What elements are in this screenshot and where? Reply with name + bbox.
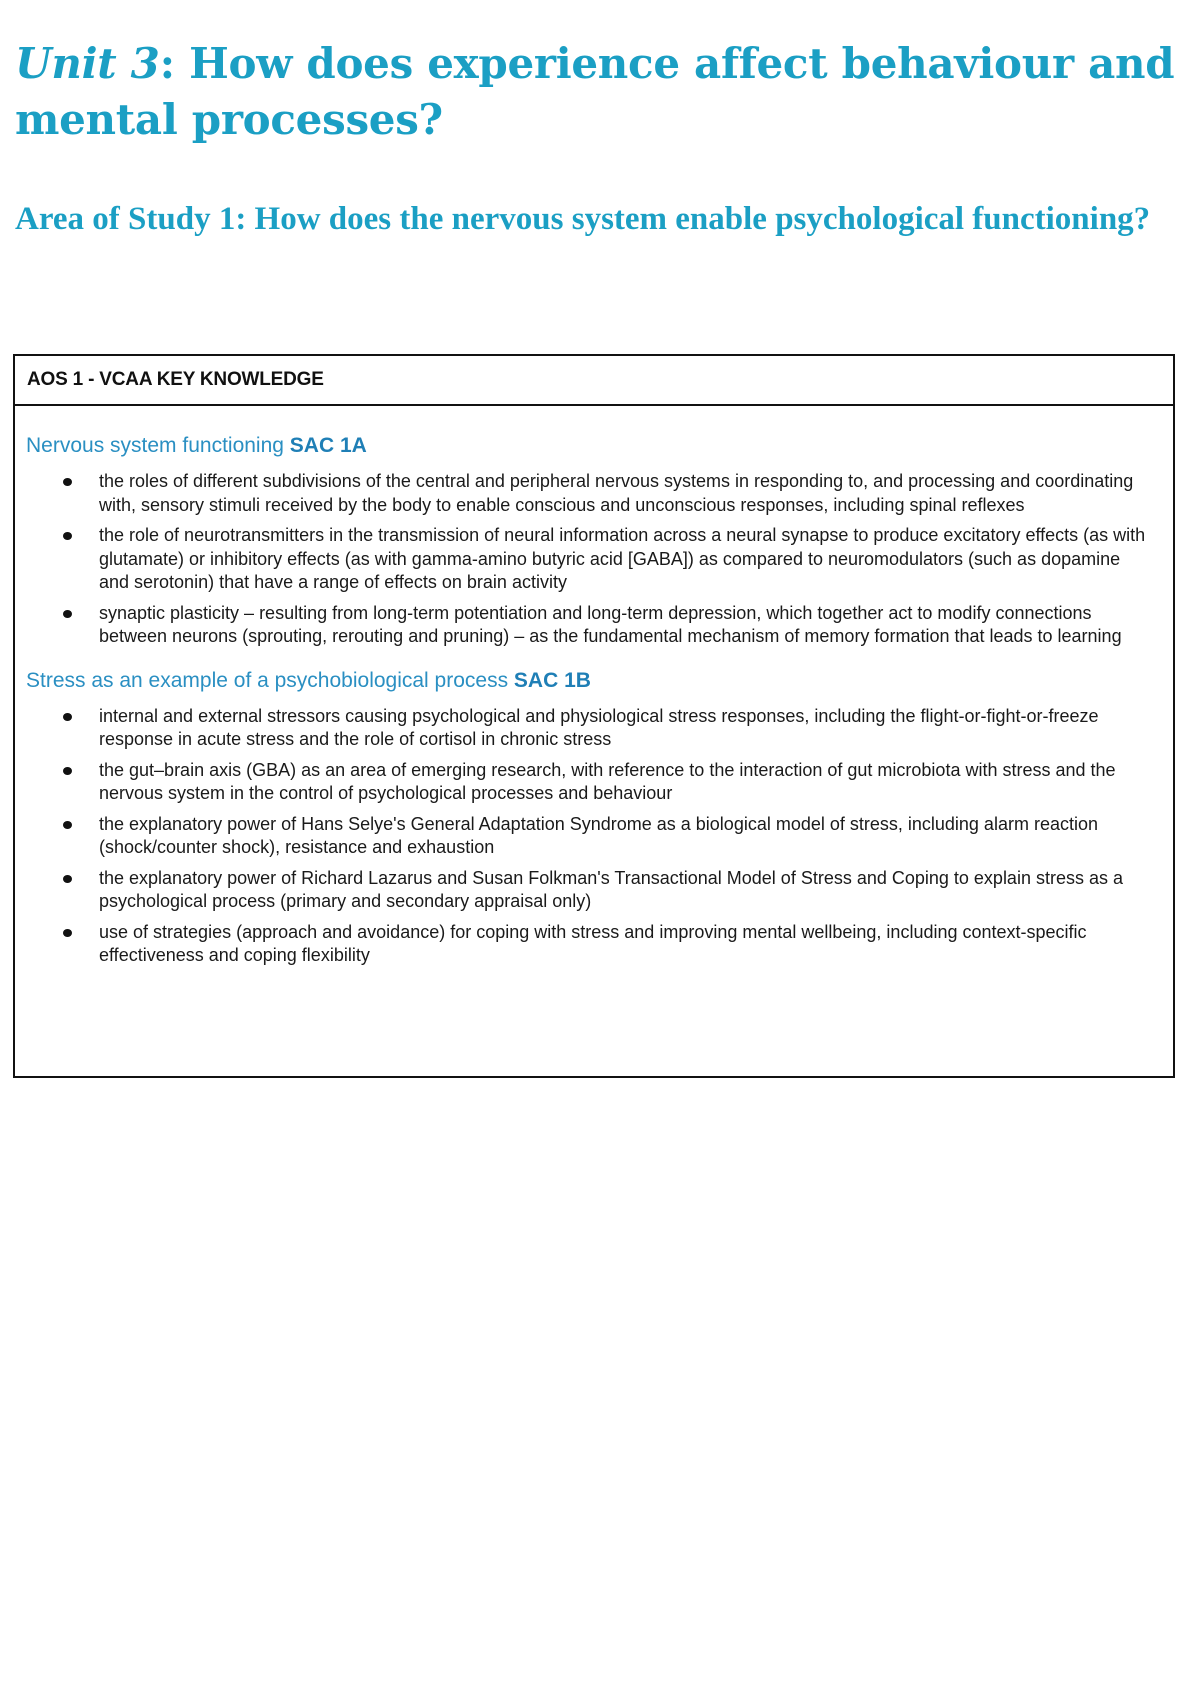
list-item-text: the explanatory power of Hans Selye's General Adaptation Syndrome as a biological model of stress, including alarm reaction (shock/counter shock), resistance and exhaustion [99,813,1098,857]
list-item [26,470,1161,517]
section-heading-nervous-system [26,432,1161,460]
list-item [26,524,1161,595]
unit-label: Unit 3 [15,39,160,88]
key-knowledge-list-stress [26,705,1161,968]
bullet-icon [63,478,72,486]
bullet-icon [63,767,72,775]
area-of-study-title: Area of Study 1: How does the nervous system enable psychological functioning? [15,201,1151,237]
bullet-icon [63,610,72,618]
list-item [26,921,1161,968]
bullet-icon [63,929,72,937]
sac-label: SAC 1A [289,434,367,457]
list-item-text: the roles of different subdivisions of the central and peripheral nervous systems in responding to, and processing and coordinating with, sensory stimuli received by the body to enable conscious and unconscious responses, including spinal reflexes [99,471,1134,515]
section-heading-text: Stress as an example of a psychobiological process [26,668,514,692]
section-heading-text: Nervous system functioning [26,434,290,457]
key-knowledge-header: AOS 1 - VCAA KEY KNOWLEDGE [15,356,1173,406]
list-item [26,759,1161,806]
list-item [26,602,1161,649]
bullet-icon [63,821,72,829]
list-item-text: internal and external stressors causing psychological and physiological stress responses, including the flight-or-fight-or-freeze response in acute stress and the role of cortisol in chronic stress [99,705,1099,749]
bullet-icon [63,713,72,721]
list-item-text: the gut–brain axis (GBA) as an area of emerging research, with reference to the interaction of gut microbiota with stress and the nervous system in the control of psychological processes and behaviour [99,759,1116,803]
list-item [26,705,1161,752]
sac-label: SAC 1B [513,668,591,692]
key-knowledge-list-nervous-system [26,470,1161,649]
list-item-text: the explanatory power of Richard Lazarus and Susan Folkman's Transactional Model of Stress and Coping to explain stress as a psychological process (primary and secondary appraisal only) [99,867,1123,911]
bullet-icon [63,875,72,883]
list-item-text: synaptic plasticity – resulting from long-term potentiation and long-term depression, which together act to modify connections between neurons (sprouting, rerouting and pruning) – as the fundamental mechanism of memory formation that leads to learning [99,602,1122,646]
bullet-icon [63,532,72,540]
list-item [26,867,1161,914]
unit-title [15,36,1195,148]
key-knowledge-box [13,354,1175,1078]
section-heading-stress [26,667,1161,695]
unit-title-text: : How does experience affect behaviour and mental processes? [15,39,1175,144]
key-knowledge-body [15,406,1173,968]
list-item-text: use of strategies (approach and avoidance) for coping with stress and improving mental wellbeing, including context-specific effectiveness and coping flexibility [99,921,1087,965]
list-item-text: the role of neurotransmitters in the transmission of neural information across a neural synapse to produce excitatory effects (as with glutamate) or inhibitory effects (as with gamma-amino butyric acid [GABA]) as compared to neuromodulators (such as dopamine and serotonin) that have a range of effects on brain activity [99,525,1146,592]
list-item [26,813,1161,860]
